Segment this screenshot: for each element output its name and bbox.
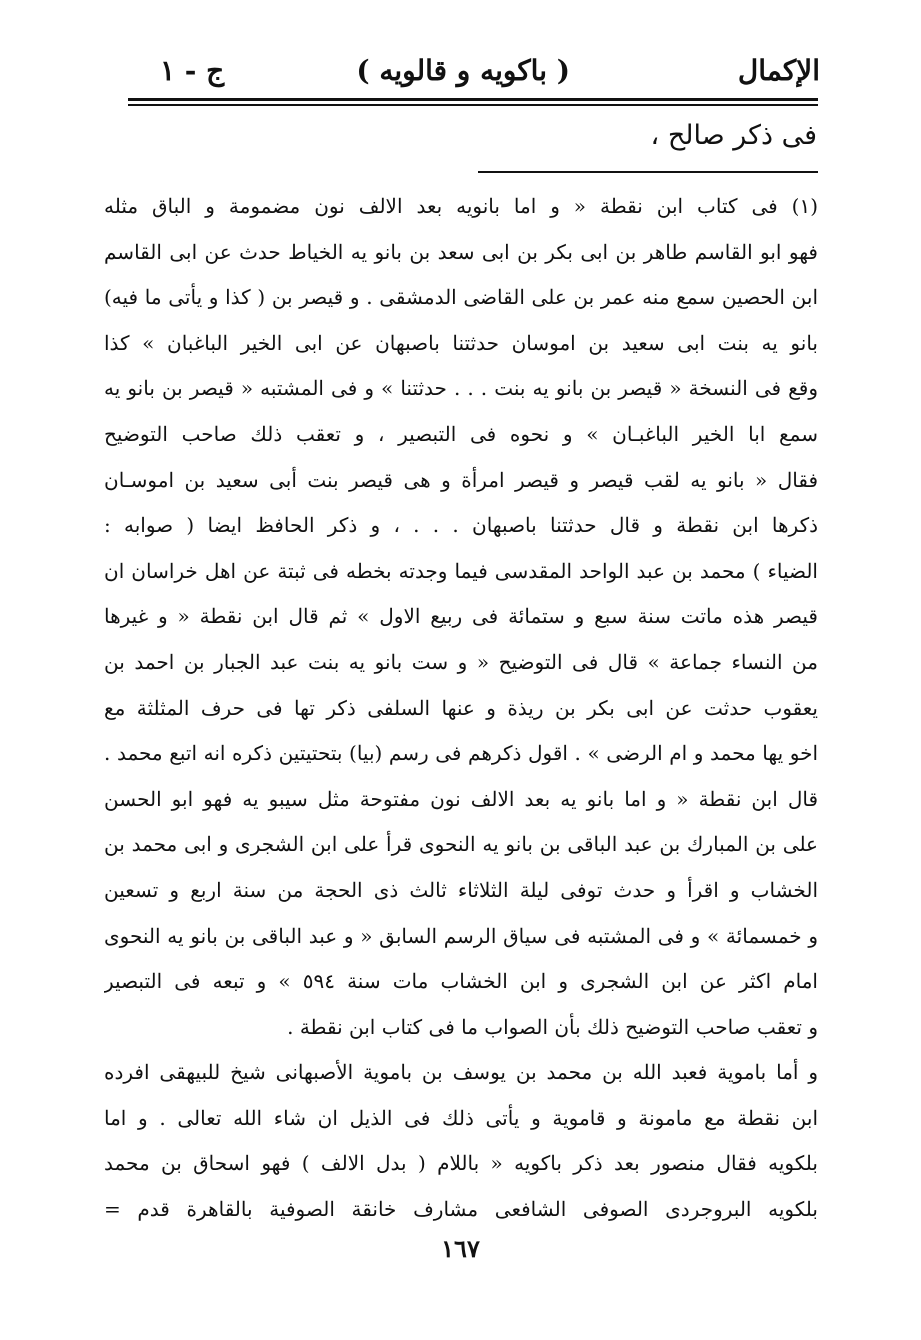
text-line: بلكويه فقال منصور بعد ذكر باكويه « باللام ( بدل الالف ) فهو اسحاق بن محمد — [104, 1151, 818, 1176]
text-line: ابن الحصين سمع منه عمر بن على القاضى الدمشقى . و قيصر بن ( كذا و يأتى ما فيه) — [104, 285, 818, 310]
text-line: سمع ابا الخير الباغبـان » و نحوه فى التبصير ، و تعقب ذلك صاحب التوضيح — [104, 421, 818, 446]
section-title: ( باكويه و قالويه ) — [356, 54, 570, 87]
text-line: و خمسمائة » و فى المشتبه فى سياق الرسم السابق « و عبد الباقى بن بانو يه النحوى — [104, 923, 818, 948]
text-line: ذكرها ابن نقطة و قال حدثتنا باصبهان . . . ، و ذكر الحافظ ايضا ( صوابه : — [104, 513, 818, 538]
text-line: فقال « بانو يه لقب قيصر و قيصر امرأة و هى قيصر بنت أبى سعيد بن اموسـان — [104, 467, 818, 492]
header-rule-thin — [128, 104, 818, 106]
book-title: الإكمال — [737, 54, 820, 87]
text-line: قال ابن نقطة « و اما بانو يه بعد الالف نون مفتوحة مثل سيبو يه فهو ابو الحسن — [104, 786, 818, 811]
text-line: اخو يها محمد و ام الرضى » . اقول ذكرهم فى رسم (بيا) بتحتيتين ذكره انه اتبع محمد . — [104, 741, 818, 766]
text-line: بانو يه بنت ابى سعيد بن اموسان حدثتنا باصبهان عن ابى الخير الباغبان » كذا — [104, 330, 818, 355]
body-text — [104, 184, 818, 1233]
text-line: على بن المبارك بن عبد الباقى بن بانو يه النحوى قرأ على ابن الشجرى و ابى محمد بن — [104, 832, 818, 857]
subheading: فى ذكر صالح ، — [650, 120, 817, 151]
text-line: و أما باموية فعبد الله بن محمد بن يوسف بن باموية الأصبهانى شيخ للبيهقى افرده — [104, 1060, 818, 1085]
text-line: وقع فى النسخة « قيصر بن بانو يه بنت . . . حدثتنا » و فى المشتبه « قيصر بن بانو يه — [104, 376, 818, 401]
subheading-rule — [478, 171, 818, 173]
text-line: يعقوب حدثت عن ابى بكر بن ريذة و عنها السلفى ذكر تها فى حرف المثلثة مع — [104, 695, 818, 720]
text-line: امام اكثر عن ابن الشجرى و ابن الخشاب مات سنة ٥٩٤ » و تبعه فى التبصير — [104, 969, 818, 994]
text-line: ابن نقطة مع مامونة و قاموية و يأتى ذلك فى الذيل ان شاء الله تعالى . و اما — [104, 1105, 818, 1130]
text-line: الخشاب و اقرأ و حدث توفى ليلة الثلاثاء ثالث ذى الحجة من سنة اربع و تسعين — [104, 877, 818, 902]
volume-label: ج - ١ — [160, 54, 225, 87]
text-line: قيصر هذه ماتت سنة سبع و ستمائة فى ربيع الاول » ثم قال ابن نقطة « و غيرها — [104, 604, 818, 629]
text-line: الضياء ) محمد بن عبد الواحد المقدسى فيما وجدته بخطه فى ثبتة عن اهل خراسان ان — [104, 558, 818, 583]
text-line: و تعقب صاحب التوضيح ذلك بأن الصواب ما فى كتاب ابن نقطة . — [287, 1014, 818, 1039]
page-number: ١٦٧ — [441, 1234, 480, 1263]
header-rule-thick — [128, 98, 818, 101]
text-line: فهو ابو القاسم طاهر بن ابى بكر بن ابى سعد بن بانو يه الخياط حدث عن ابى القاسم — [104, 239, 818, 264]
running-header — [120, 48, 820, 98]
text-line: (١) فى كتاب ابن نقطة « و اما بانويه بعد الالف نون مضمومة و الباق مثله — [104, 194, 818, 218]
text-line: بلكويه البروجردى الصوفى الشافعى مشارف خانقة الصوفية بالقاهرة قدم = — [104, 1197, 818, 1222]
text-line: من النساء جماعة » قال فى التوضيح « و ست بانو يه بنت عبد الجبار بن احمد بن — [104, 649, 818, 674]
